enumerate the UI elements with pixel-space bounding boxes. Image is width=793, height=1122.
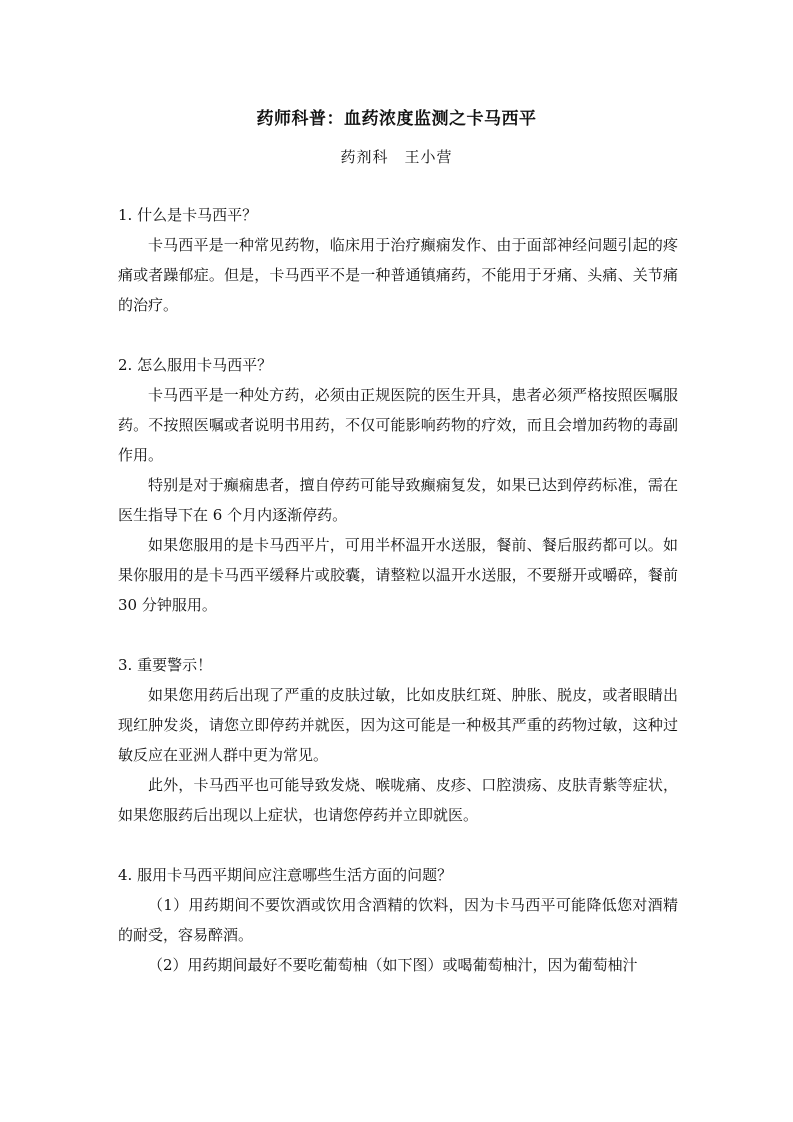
section-4	[118, 860, 678, 980]
paragraph: 如果您服用的是卡马西平片，可用半杯温开水送服，餐前、餐后服药都可以。如果你服用的是卡马西平缓释片或胶囊，请整粒以温开水送服，不要掰开或嚼碎，餐前 30 分钟服用。	[118, 536, 678, 614]
document-body	[118, 200, 678, 1010]
section-2	[118, 350, 678, 620]
paragraph: 卡马西平是一种处方药，必须由正规医院的医生开具，患者必须严格按照医嘱服药。不按照医嘱或者说明书用药，不仅可能影响药物的疗效，而且会增加药物的毒副作用。	[118, 386, 678, 464]
section-heading: 2. 怎么服用卡马西平？	[118, 356, 273, 374]
paragraph: 如果您用药后出现了严重的皮肤过敏，比如皮肤红斑、肿胀、脱皮，或者眼睛出现红肿发炎，请您立即停药并就医，因为这可能是一种极其严重的药物过敏，这种过敏反应在亚洲人群中更为常见。	[118, 686, 678, 764]
author-line	[0, 146, 793, 167]
paragraph: 此外，卡马西平也可能导致发烧、喉咙痛、皮疹、口腔溃疡、皮肤青紫等症状，如果您服药后出现以上症状，也请您停药并立即就医。	[118, 776, 678, 824]
section-heading: 1. 什么是卡马西平？	[118, 206, 258, 224]
paragraph: （2）用药期间最好不要吃葡萄柚（如下图）或喝葡萄柚汁，因为葡萄柚汁	[148, 956, 638, 974]
paragraph: 卡马西平是一种常见药物，临床用于治疗癫痫发作、由于面部神经问题引起的疼痛或者躁郁症。但是，卡马西平不是一种普通镇痛药，不能用于牙痛、头痛、关节痛的治疗。	[118, 236, 678, 314]
author-department: 药剂科	[340, 148, 389, 166]
paragraph: （1）用药期间不要饮酒或饮用含酒精的饮料，因为卡马西平可能降低您对酒精的耐受，容易醉酒。	[118, 896, 678, 944]
paragraph: 特别是对于癫痫患者，擅自停药可能导致癫痫复发，如果已达到停药标准，需在医生指导下在 6 个月内逐渐停药。	[118, 476, 678, 524]
document-title: 药师科普：血药浓度监测之卡马西平	[256, 109, 537, 129]
section-heading: 3. 重要警示！	[118, 656, 213, 674]
author-name: 王小营	[404, 148, 453, 166]
section-heading: 4. 服用卡马西平期间应注意哪些生活方面的问题？	[118, 866, 453, 884]
section-1	[118, 200, 678, 320]
section-3	[118, 650, 678, 830]
